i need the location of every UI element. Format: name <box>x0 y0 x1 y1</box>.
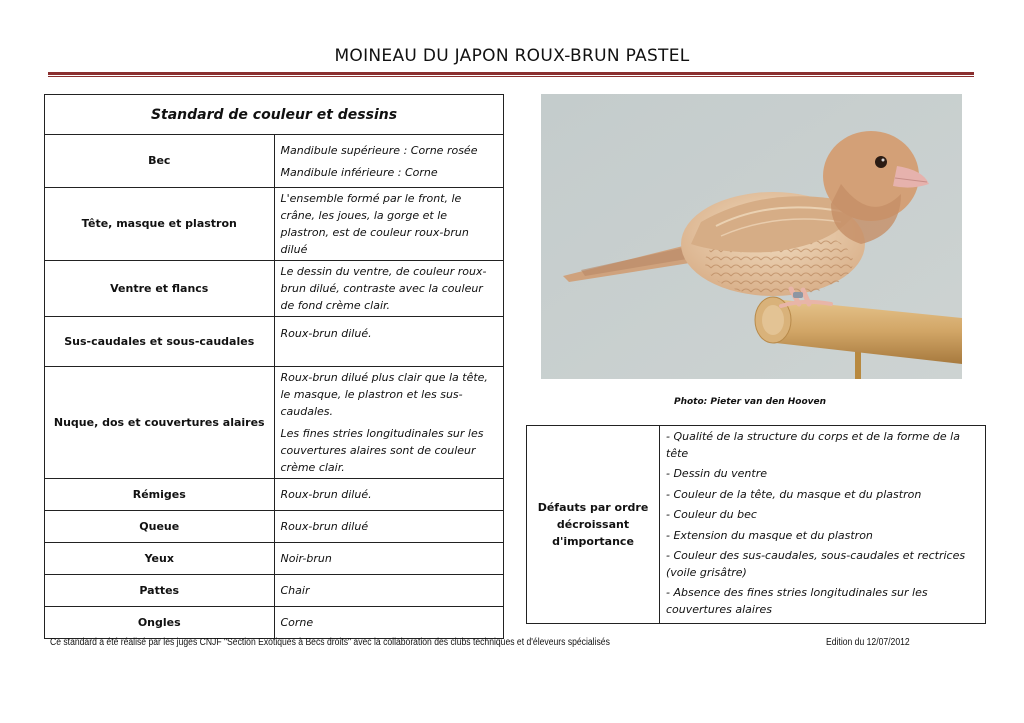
row-label-tete: Tête, masque et plastron <box>45 188 275 261</box>
table-row <box>45 367 504 479</box>
row-value-yeux <box>274 543 504 575</box>
row-value-ventre <box>274 261 504 317</box>
row-value-tete <box>274 188 504 261</box>
bird-illustration <box>541 94 962 379</box>
page-title: MOINEAU DU JAPON ROUX-BRUN PASTEL <box>334 46 690 66</box>
table-row <box>45 479 504 511</box>
list-item: - Extension du masque et du plastron <box>666 528 873 542</box>
footer-edition: Edition du 12/07/2012 <box>826 637 910 648</box>
table-row <box>45 543 504 575</box>
row-value-text: Les fines stries longitudinales sur les couvertures alaires sont de couleur crème clair. <box>280 427 484 474</box>
row-label-yeux: Yeux <box>45 543 275 575</box>
row-value-text: L'ensemble formé par le front, le crâne, les joues, la gorge et le plastron, est de couleur roux-brun dilué <box>280 192 469 256</box>
row-value-bec <box>274 135 504 188</box>
table-row <box>45 317 504 367</box>
row-value-nuque <box>274 367 504 479</box>
photo-credit: Photo: Pieter van den Hooven <box>674 397 827 407</box>
row-value-text: Mandibule inférieure : Corne <box>280 165 438 179</box>
row-value-text: Le dessin du ventre, de couleur roux-brun dilué, contraste avec la couleur de fond crème clair. <box>280 265 487 312</box>
row-value-sus-caudales <box>274 317 504 367</box>
row-value-text: Roux-brun dilué <box>280 520 369 533</box>
row-label-nuque: Nuque, dos et couvertures alaires <box>45 367 275 479</box>
row-value-text: Chair <box>280 584 310 597</box>
title-rule-thin <box>48 76 974 77</box>
row-value-remiges <box>274 479 504 511</box>
row-value-text: Mandibule supérieure : Corne rosée <box>280 143 478 157</box>
table-row <box>45 188 504 261</box>
row-label-ongles: Ongles <box>45 607 275 639</box>
row-value-text: Roux-brun dilué. <box>280 488 372 501</box>
list-item: - Couleur du bec <box>666 508 757 521</box>
title-rule <box>48 72 974 75</box>
defects-table <box>526 425 986 624</box>
table-row <box>45 607 504 639</box>
row-value-pattes <box>274 575 504 607</box>
standard-table <box>44 94 504 639</box>
row-label-ventre: Ventre et flancs <box>45 261 275 317</box>
list-item: - Couleur des sus-caudales, sous-caudales et rectrices (voile grisâtre) <box>666 549 966 579</box>
row-label-remiges: Rémiges <box>45 479 275 511</box>
row-value-text: Roux-brun dilué plus clair que la tête, le masque, le plastron et les sus-caudales. <box>280 371 488 418</box>
row-value-queue <box>274 511 504 543</box>
defects-list <box>660 426 986 624</box>
defects-label: Défauts par ordre décroissant d'importance <box>527 426 660 624</box>
list-item: - Qualité de la structure du corps et de la forme de la tête <box>666 430 960 460</box>
row-label-sus-caudales: Sus-caudales et sous-caudales <box>45 317 275 367</box>
list-item: - Dessin du ventre <box>666 467 767 480</box>
row-value-text: Noir-brun <box>280 552 332 565</box>
row-value-text: Corne <box>280 616 314 629</box>
table-row <box>45 135 504 188</box>
row-label-bec: Bec <box>45 135 275 188</box>
table-row <box>527 426 986 624</box>
footer-note: Ce standard a été réalisé par les juges CNJF "Section Exotiques à Becs droits" avec la collaboration des clubs techniques et d'éleveurs spécialisés <box>50 637 610 648</box>
standard-heading: Standard de couleur et dessins <box>45 95 504 135</box>
row-value-text: Roux-brun dilué. <box>280 327 372 340</box>
bird-photo <box>541 94 962 379</box>
row-label-queue: Queue <box>45 511 275 543</box>
row-value-ongles <box>274 607 504 639</box>
list-item: - Couleur de la tête, du masque et du plastron <box>666 487 922 501</box>
table-row <box>45 261 504 317</box>
row-label-pattes: Pattes <box>45 575 275 607</box>
table-row <box>45 511 504 543</box>
table-row <box>45 575 504 607</box>
list-item: - Absence des fines stries longitudinales sur les couvertures alaires <box>666 586 928 616</box>
